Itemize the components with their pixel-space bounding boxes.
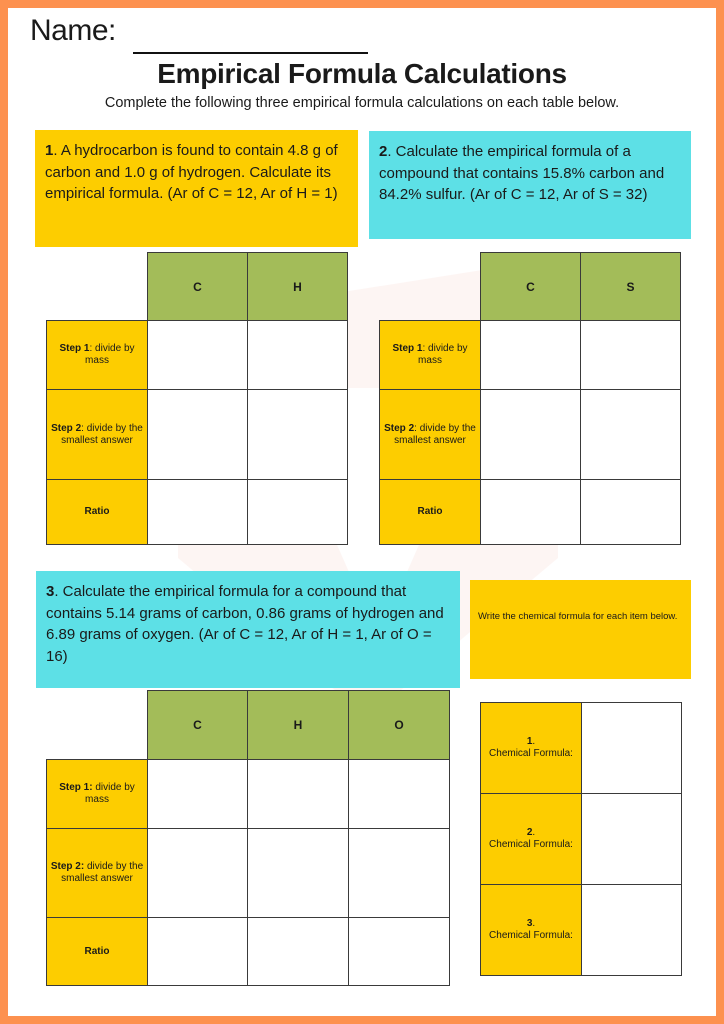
question-1-box	[35, 130, 358, 247]
answer-cell[interactable]	[480, 389, 581, 480]
formula-answer-cell[interactable]	[581, 884, 682, 976]
question-number: 2	[379, 143, 388, 160]
column-header: O	[348, 690, 450, 760]
answer-cell[interactable]	[147, 389, 248, 480]
question-2-box	[369, 131, 691, 239]
answer-cell[interactable]	[147, 759, 248, 829]
question-3-box	[36, 571, 460, 688]
answer-cell[interactable]	[247, 389, 348, 480]
answer-cell[interactable]	[580, 320, 681, 390]
answer-cell[interactable]	[147, 479, 248, 545]
column-header: C	[147, 690, 248, 760]
formula-label-2: 2. Chemical Formula:	[480, 793, 582, 885]
answer-cell[interactable]	[580, 479, 681, 545]
row-label-step-2: Step 2: divide by the smallest answer	[46, 828, 148, 918]
page-subtitle: Complete the following three empirical formula calculations on each table below.	[104, 95, 620, 111]
question-text: . Calculate the empirical formula for a compound that contains 5.14 grams of carbon, 0.86 grams of hydrogen and 6.89 grams of oxygen. (Ar of C = 12, Ar of H = 1, Ar of O = 16)	[46, 583, 444, 665]
name-label: Name:	[30, 14, 116, 47]
answer-cell[interactable]	[348, 828, 450, 918]
row-label-step-2: Step 2: divide by the smallest answer	[46, 389, 148, 480]
answer-cell[interactable]	[147, 828, 248, 918]
name-input-line[interactable]	[133, 52, 368, 54]
answer-cell[interactable]	[247, 479, 348, 545]
column-header: C	[480, 252, 581, 321]
row-label-ratio: Ratio	[46, 917, 148, 986]
question-text: . Calculate the empirical formula of a compound that contains 15.8% carbon and 84.2% sulfur. (Ar of C = 12, Ar of S = 32)	[379, 143, 665, 203]
question-number: 1	[45, 142, 54, 159]
page-title: Empirical Formula Calculations	[157, 58, 567, 89]
row-label-ratio: Ratio	[46, 479, 148, 545]
answer-cell[interactable]	[147, 917, 248, 986]
answer-cell[interactable]	[480, 479, 581, 545]
answer-cell[interactable]	[580, 389, 681, 480]
question-number: 3	[46, 583, 55, 600]
answer-cell[interactable]	[247, 759, 349, 829]
row-label-step-1: Step 1: divide by mass	[46, 759, 148, 829]
answer-cell[interactable]	[348, 917, 450, 986]
column-header: C	[147, 252, 248, 321]
answer-cell[interactable]	[147, 320, 248, 390]
row-label-ratio: Ratio	[379, 479, 481, 545]
row-label-step-1: Step 1: divide by mass	[46, 320, 148, 390]
column-header: H	[247, 252, 348, 321]
formula-answer-cell[interactable]	[581, 793, 682, 885]
formula-instruction-box: Write the chemical formula for each item below.	[470, 580, 691, 679]
answer-cell[interactable]	[247, 917, 349, 986]
answer-cell[interactable]	[247, 828, 349, 918]
formula-label-3: 3. Chemical Formula:	[480, 884, 582, 976]
column-header: H	[247, 690, 349, 760]
worksheet-page	[8, 8, 716, 1016]
answer-cell[interactable]	[480, 320, 581, 390]
column-header: S	[580, 252, 681, 321]
question-text: . A hydrocarbon is found to contain 4.8 g of carbon and 1.0 g of hydrogen. Calculate its empirical formula. (Ar of C = 12, Ar of H = 1)	[45, 142, 338, 202]
answer-cell[interactable]	[247, 320, 348, 390]
formula-answer-cell[interactable]	[581, 702, 682, 794]
row-label-step-2: Step 2: divide by the smallest answer	[379, 389, 481, 480]
answer-cell[interactable]	[348, 759, 450, 829]
row-label-step-1: Step 1: divide by mass	[379, 320, 481, 390]
formula-label-1: 1. Chemical Formula:	[480, 702, 582, 794]
